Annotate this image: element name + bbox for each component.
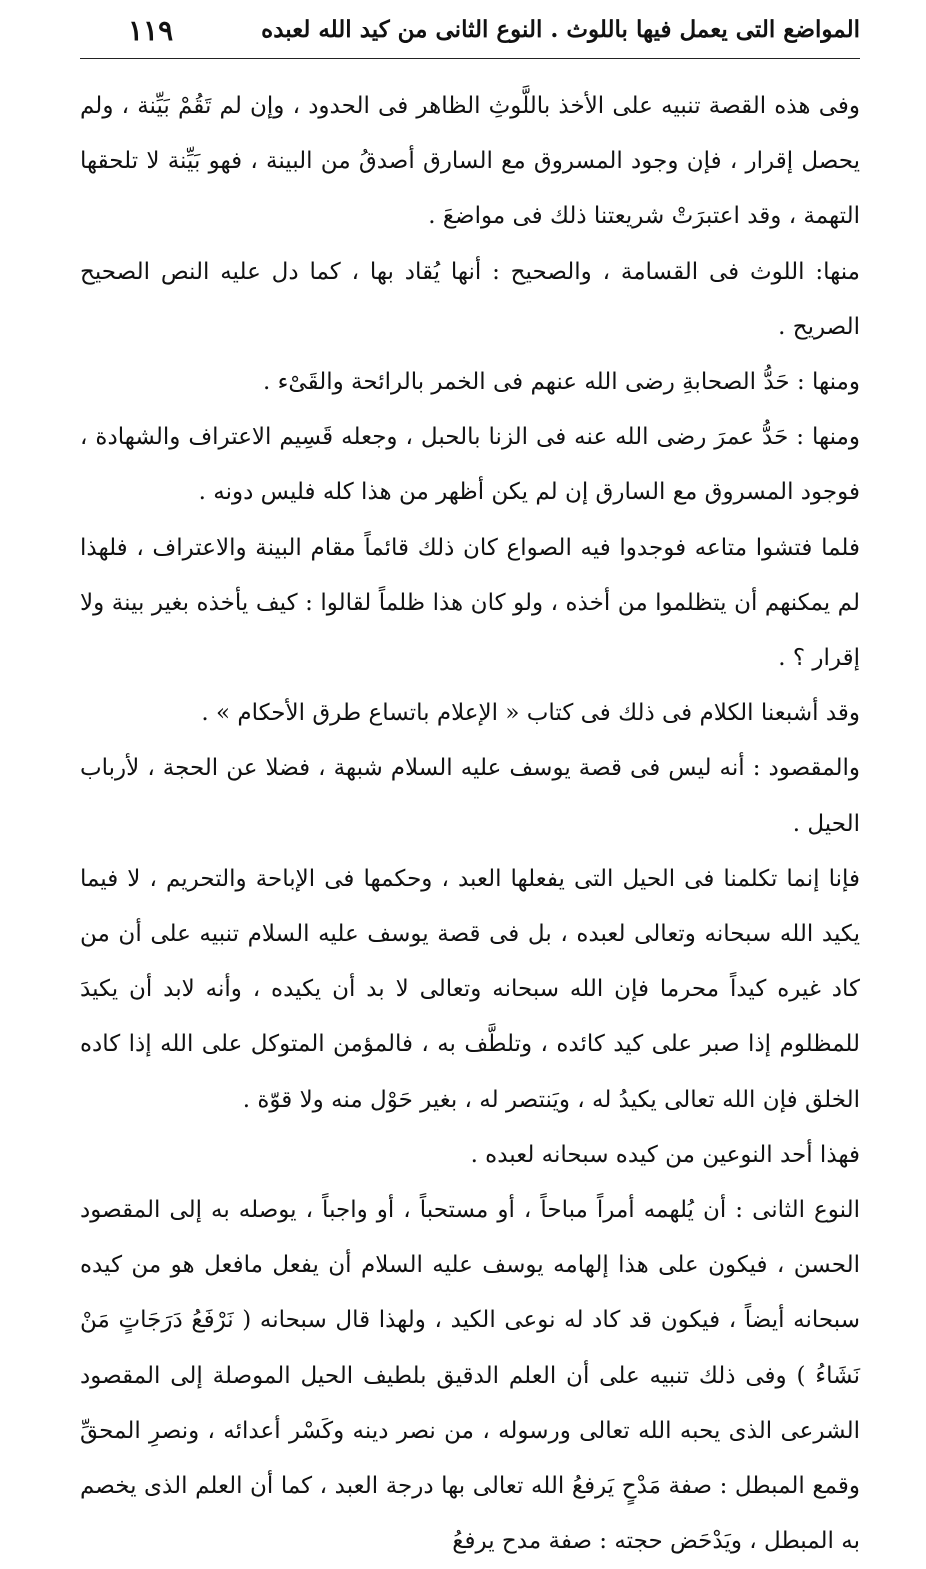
paragraph: فلما فتشوا متاعه فوجدوا فيه الصواع كان ذلك قائماً مقام البينة والاعتراف ، فلهذا لم يمكنهم أن يتظلموا من أخذه ، ولو كان هذا ظلماً لقالوا : كيف يأخذه بغير بينة ولا إقرار ؟ . — [80, 534, 860, 672]
paragraph: فإنا إنما تكلمنا فى الحيل التى يفعلها العبد ، وحكمها فى الإباحة والتحريم ، لا فيما يكيد الله سبحانه وتعالى لعبده ، بل فى قصة يوسف عليه السلام تنبيه على أن من كاد غيره كيداً محرما فإن الله سبحانه وتعالى لا بد أن يكيده ، وأنه لابد أن يكيدَ للمظلوم إذا صبر على كيد كائده ، وتلطَّف به ، فالمؤمن المتوكل على الله إذا كاده الخلق فإن الله تعالى يكيدُ له ، ويَنتصر له ، بغير حَوْل منه ولا قوّة . — [80, 865, 860, 1113]
paragraph: وقد أشبعنا الكلام فى ذلك فى كتاب « الإعلام باتساع طرق الأحكام » . — [201, 700, 860, 727]
paragraph: منها: اللوث فى القسامة ، والصحيح : أنها يُقاد بها ، كما دل عليه النص الصحيح الصريح . — [80, 258, 860, 340]
paragraph: ومنها : حَدُّ عمرَ رضى الله عنه فى الزنا بالحبل ، وجعله قَسِيم الاعتراف والشهادة ، فوجود المسروق مع السارق إن لم يكن أظهر من هذا كله فليس دونه . — [80, 424, 860, 506]
page-body — [80, 79, 860, 1569]
paragraph: والمقصود : أنه ليس فى قصة يوسف عليه السلام شبهة ، فضلا عن الحجة ، لأرباب الحيل . — [80, 755, 860, 837]
paragraph: ومنها : حَدُّ الصحابةِ رضى الله عنهم فى الخمر بالرائحة والقَىْء . — [262, 369, 860, 396]
book-page — [80, 0, 860, 1555]
paragraph: وفى هذه القصة تنبيه على الأخذ باللَّوثِ الظاهر فى الحدود ، وإن لم تَقُمْ بَيِّنة ، ولم يحصل إقرار ، فإن وجود المسروق مع السارق أصدقُ من البينة ، فهو بَيِّنة لا تلحقها التهمة ، وقد اعتبرَتْ شريعتنا ذلك فى مواضعَ . — [80, 93, 860, 230]
running-header — [80, 8, 860, 59]
page-number: ١١٩ — [128, 14, 174, 47]
header-title: المواضع التى يعمل فيها باللوث . النوع الثانى من كيد الله لعبده — [261, 16, 860, 43]
paragraph: فهذا أحد النوعين من كيده سبحانه لعبده . — [470, 1141, 860, 1168]
paragraph: النوع الثانى : أن يُلهمه أمراً مباحاً ، أو مستحباً ، أو واجباً ، يوصله به إلى المقصود الحسن ، فيكون على هذا إلهامه يوسف عليه السلام أن يفعل مافعل هو من كيده سبحانه أيضاً ، فيكون قد كاد له نوعى الكيد ، ولهذا قال سبحانه ( نَرْفَعُ دَرَجَاتٍ مَنْ نَشَاءُ ) وفى ذلك تنبيه على أن العلم الدقيق بلطيف الحيل الموصلة إلى المقصود الشرعى الذى يحبه الله تعالى ورسوله ، من نصر دينه وكَسْر أعدائه ، ونصرِ المحقِّ وقمع المبطل : صفة مَدْحٍ يَرفعُ الله تعالى بها درجة العبد ، كما أن العلم الذى يخصم به المبطل ، ويَدْحَض حجته : صفة مدح يرفعُ — [80, 1197, 860, 1555]
